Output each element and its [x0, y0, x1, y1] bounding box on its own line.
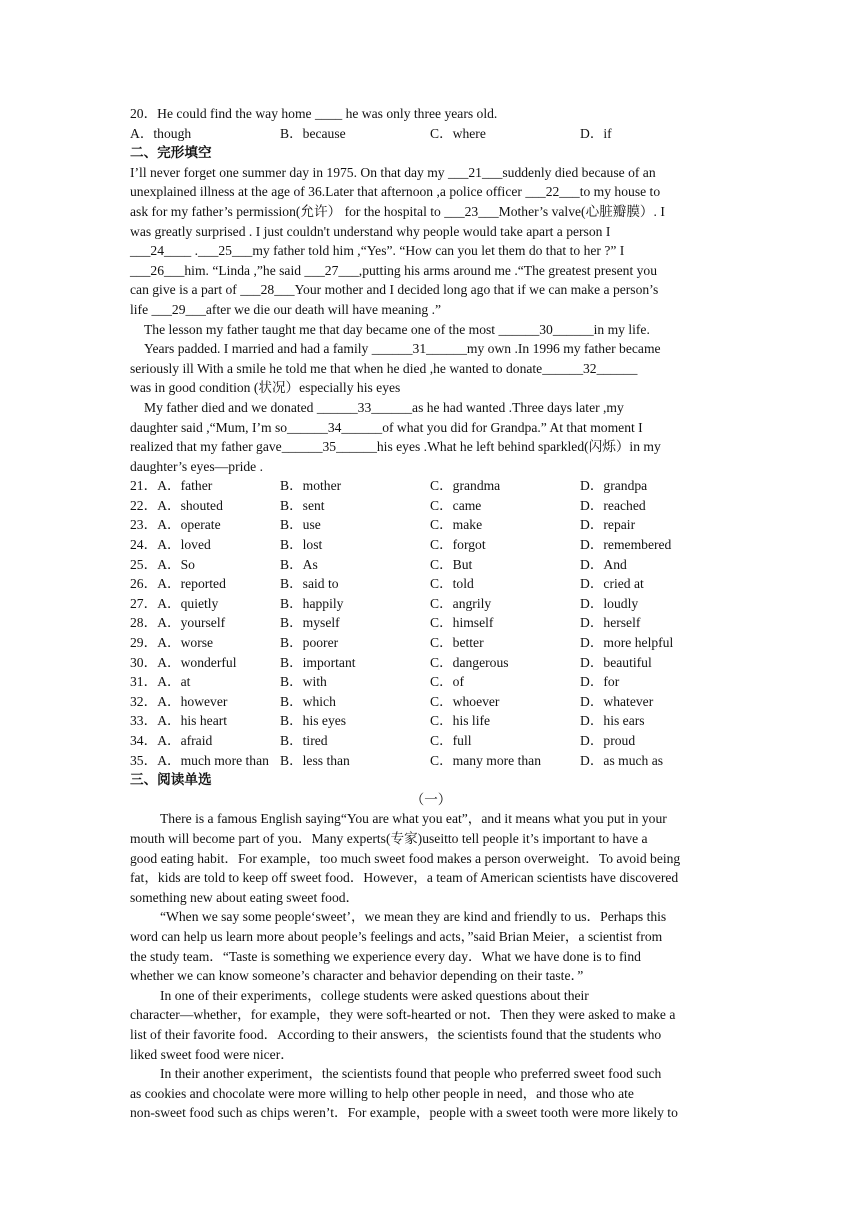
question-number: 31．	[130, 674, 158, 690]
option-text: A．reported	[157, 576, 226, 592]
passage-line: life ___29___after we die our death will have meaning .”	[130, 301, 442, 317]
question-row	[130, 535, 732, 555]
passage-line: unexplained illness at the age of 36.Later that afternoon ,a police officer ___22___to my house to	[130, 184, 661, 200]
option-c: C．make	[430, 517, 483, 533]
question-row	[130, 613, 732, 633]
option-a	[130, 731, 280, 751]
question-row	[130, 476, 732, 496]
option-a	[130, 751, 280, 771]
question-row	[130, 653, 732, 673]
passage-line: The lesson my father taught me that day became one of the most ______30______in my life.	[144, 321, 650, 337]
option-c: C．But	[430, 556, 473, 572]
option-b: B．because	[280, 125, 346, 141]
option-a	[130, 496, 280, 516]
option-d: D．if	[580, 125, 612, 141]
reading-line: as cookies and chocolate were more willing to help other people in need，and those who ate	[130, 1085, 634, 1101]
question-row	[130, 496, 732, 516]
option-d: D．herself	[580, 615, 641, 631]
option-text: A．loved	[157, 537, 211, 553]
option-text: A．however	[157, 693, 228, 709]
option-a	[130, 672, 280, 692]
option-a	[130, 594, 280, 614]
option-text: A．So	[157, 556, 195, 572]
passage-line: can give is a part of ___28___Your mother and I decided long ago that if we can make a person’s	[130, 282, 659, 298]
reading-line: the study team．“Taste is something we experience every day．What we have done is to find	[130, 948, 641, 964]
passage-line: daughter said ,“Mum, I’m so______34______of what you did for Grandpa.” At that moment I	[130, 419, 643, 435]
option-text: A．worse	[157, 635, 214, 651]
option-c: C．angrily	[430, 595, 492, 611]
passage-line: was in good condition (状况）especially his eyes	[130, 380, 401, 396]
option-d: D．his ears	[580, 713, 645, 729]
option-text: A．quietly	[157, 595, 219, 611]
passage-line: ___26___him. “Linda ,”he said ___27___,putting his arms around me .“The greatest present you	[130, 262, 658, 278]
option-text: A．operate	[157, 517, 221, 533]
question-number: 27．	[130, 595, 158, 611]
reading-line: good eating habit．For example，too much sweet food makes a person overweight．To avoid being	[130, 850, 681, 866]
option-b: B．which	[280, 693, 336, 709]
question-number: 26．	[130, 576, 158, 592]
question-number: 25．	[130, 556, 158, 572]
option-text: A．shouted	[157, 497, 223, 513]
question-number: 30．	[130, 654, 158, 670]
document-page	[130, 104, 732, 1123]
option-b: B．mother	[280, 478, 342, 494]
option-b: B．tired	[280, 733, 328, 748]
option-a	[130, 613, 280, 633]
option-c: C．full	[430, 733, 472, 748]
option-text: A．at	[157, 674, 191, 690]
reading-line: non-sweet food such as chips weren’t．For example，people with a sweet tooth were more likely to	[130, 1105, 678, 1121]
question-number: 24．	[130, 537, 158, 553]
option-text: A．his heart	[157, 713, 228, 729]
question-number: 22．	[130, 497, 158, 513]
option-text: A．yourself	[157, 615, 226, 631]
option-c: C．himself	[430, 615, 494, 631]
option-d: D．loudly	[580, 595, 639, 611]
option-text: A．afraid	[157, 733, 213, 748]
option-d: D．remembered	[580, 537, 672, 553]
question-row	[130, 633, 732, 653]
option-d: D．beautiful	[580, 654, 652, 670]
passage-line: realized that my father gave______35______his eyes .What he left behind sparkled(闪烁）in my	[130, 439, 661, 455]
option-d: D．more helpful	[580, 635, 674, 651]
option-c: C．of	[430, 674, 464, 690]
reading-line: There is a famous English saying“You are what you eat”，and it means what you put in your	[160, 811, 667, 827]
option-b: B．poorer	[280, 635, 339, 651]
passage-line: Years padded. I married and had a family ______31______my own .In 1996 my father became	[144, 341, 661, 357]
question-number: 28．	[130, 615, 158, 631]
reading-line: “When we say some people‘sweet’，we mean they are kind and friendly to us．Perhaps this	[160, 909, 667, 925]
option-a	[130, 476, 280, 496]
option-d: D．as much as	[580, 752, 664, 768]
reading-line: character—whether，for example，they were soft-hearted or not．Then they were asked to make a	[130, 1007, 676, 1023]
reading-line: mouth will become part of you．Many experts(专家)useitto tell people it’s important to have a	[130, 830, 648, 846]
reading-line: whether we can know someone’s character and behavior depending on their taste．”	[130, 968, 584, 984]
option-b: B．less than	[280, 752, 350, 768]
question-number: 23．	[130, 517, 158, 533]
reading-line: fat，kids are told to keep off sweet food．However，a team of American scientists have discovered	[130, 870, 679, 886]
option-b: B．use	[280, 517, 321, 533]
option-d: D．grandpa	[580, 478, 648, 494]
question-row	[130, 731, 732, 751]
reading-passage	[130, 809, 732, 1123]
question-number: 21．	[130, 478, 158, 494]
option-a	[130, 653, 280, 673]
question-row	[130, 594, 732, 614]
option-c: C．many more than	[430, 752, 541, 768]
option-c: C．whoever	[430, 693, 500, 709]
option-a	[130, 574, 280, 594]
option-b: B．with	[280, 674, 327, 690]
section-3-title: 三、阅读单选	[130, 772, 212, 788]
cloze-passage	[130, 163, 732, 477]
passage-line: ___24____ .___25___my father told him ,“Yes”. “How can you let them do that to her ?” I	[130, 243, 625, 259]
reading-line: something new about eating sweet food．	[130, 889, 360, 905]
option-a	[130, 535, 280, 555]
question-row	[130, 692, 732, 712]
question-20-options	[130, 124, 732, 144]
reading-line: list of their favorite food．According to their answers，the scientists found that the students who	[130, 1026, 662, 1042]
section-2-title: 二、完形填空	[130, 145, 212, 161]
option-b: B．lost	[280, 537, 323, 553]
option-d: D．And	[580, 556, 627, 572]
passage-line: seriously ill With a smile he told me that when he died ,he wanted to donate______32______	[130, 360, 638, 376]
option-c: C．grandma	[430, 478, 501, 494]
option-d: D．reached	[580, 497, 646, 513]
option-d: D．whatever	[580, 693, 654, 709]
question-number: 34．	[130, 733, 158, 748]
option-a	[130, 515, 280, 535]
question-20-stem: 20．He could find the way home ____ he was only three years old.	[130, 106, 498, 121]
question-row	[130, 515, 732, 535]
question-number: 32．	[130, 693, 158, 709]
section-3-subtitle: （一）	[410, 791, 452, 807]
cloze-questions	[130, 476, 732, 770]
option-b: B．his eyes	[280, 713, 347, 729]
option-d: D．proud	[580, 733, 636, 748]
question-row	[130, 574, 732, 594]
option-text: A．much more than	[157, 752, 269, 768]
option-a	[130, 633, 280, 653]
question-number: 33．	[130, 713, 158, 729]
reading-line: In their another experiment，the scientists found that people who preferred sweet food such	[160, 1066, 662, 1082]
passage-line: I’ll never forget one summer day in 1975. On that day my ___21___suddenly died because of an	[130, 164, 656, 180]
option-b: B．happily	[280, 595, 344, 611]
option-a	[130, 692, 280, 712]
option-text: A．father	[157, 478, 213, 494]
reading-line: liked sweet food were nicer．	[130, 1046, 294, 1062]
option-c: C．forgot	[430, 537, 486, 553]
reading-line: word can help us learn more about people’s feelings and acts，”said Brian Meier，a scientist from	[130, 928, 663, 944]
option-d: D．for	[580, 674, 620, 690]
reading-line: In one of their experiments，college students were asked questions about their	[160, 987, 589, 1003]
option-b: B．said to	[280, 576, 339, 592]
option-c: C．came	[430, 497, 482, 513]
passage-line: ask for my father’s permission(允许） for the hospital to ___23___Mother’s valve(心脏瓣膜）. I	[130, 203, 665, 219]
option-c: C．where	[430, 125, 486, 141]
option-b: B．important	[280, 654, 356, 670]
question-row	[130, 672, 732, 692]
question-row	[130, 751, 732, 771]
option-text: A．wonderful	[157, 654, 237, 670]
option-c: C．told	[430, 576, 474, 592]
option-d: D．cried at	[580, 576, 644, 592]
passage-line: was greatly surprised . I just couldn't understand why people would take apart a person I	[130, 223, 611, 239]
passage-line: daughter’s eyes—pride .	[130, 458, 264, 474]
option-a	[130, 555, 280, 575]
question-number: 35．	[130, 752, 158, 768]
option-b: B．myself	[280, 615, 340, 631]
option-b: B．sent	[280, 497, 325, 513]
question-number: 29．	[130, 635, 158, 651]
option-d: D．repair	[580, 517, 636, 533]
option-c: C．dangerous	[430, 654, 509, 670]
option-c: C．his life	[430, 713, 491, 729]
option-c: C．better	[430, 635, 484, 651]
question-row	[130, 555, 732, 575]
question-row	[130, 711, 732, 731]
option-b: B．As	[280, 556, 318, 572]
passage-line: My father died and we donated ______33______as he had wanted .Three days later ,my	[144, 399, 624, 415]
option-a: A．though	[130, 125, 192, 141]
option-a	[130, 711, 280, 731]
